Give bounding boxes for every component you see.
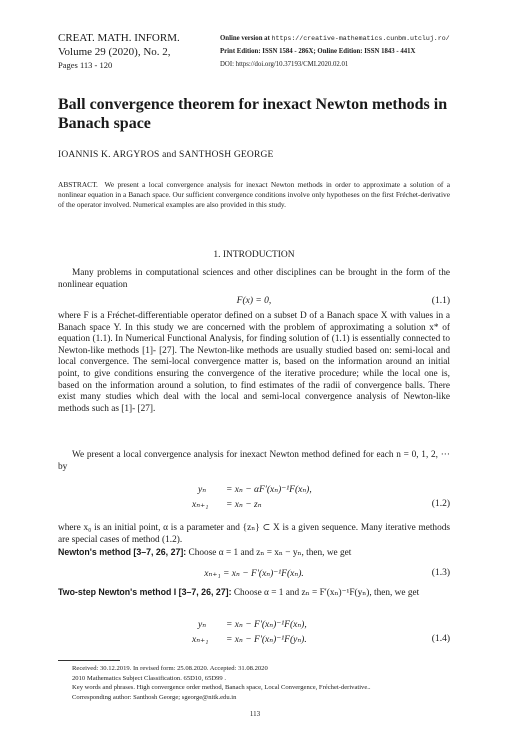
paragraph-newton bbox=[58, 547, 450, 560]
online-url[interactable]: https://creative-mathematics.cunbm.utcluj.ro/ bbox=[271, 35, 450, 42]
abstract bbox=[58, 180, 450, 211]
online-label: Online version at bbox=[220, 35, 270, 42]
equation-1-1-number: (1.1) bbox=[431, 296, 450, 306]
equation-1-2-number: (1.2) bbox=[431, 499, 450, 509]
eq-1-4-row1-rhs: = xₙ − F′(xₙ)⁻¹F(xₙ), bbox=[226, 620, 307, 630]
equation-1-2 bbox=[58, 484, 450, 514]
two-step-label: Two-step Newton's method I [3–7, 26, 27]: bbox=[58, 587, 232, 597]
journal-name: CREAT. MATH. INFORM. bbox=[58, 32, 180, 44]
equation-1-4-number: (1.4) bbox=[431, 634, 450, 644]
equation-1-4 bbox=[58, 619, 450, 649]
eq-1-4-row1-lhs: yₙ bbox=[198, 620, 207, 630]
footnote-rule bbox=[58, 660, 120, 661]
eq-1-2-row2-rhs: = xₙ − zₙ bbox=[226, 500, 262, 510]
eq-1-2-row1-lhs: yₙ bbox=[198, 485, 207, 495]
two-step-text: Choose α = 1 and zₙ = F′(xₙ)⁻¹F(yₙ), then, we get bbox=[233, 588, 420, 598]
journal-pages: Pages 113 - 120 bbox=[58, 60, 113, 70]
footnote-received: Received: 30.12.2019. In revised form: 25.08.2020. Accepted: 31.08.2020 bbox=[72, 665, 268, 672]
paragraph-4: where x₀ is an initial point, α is a parameter and {zₙ} ⊂ X is a given sequence. Many iterative methods are special cases of method (1.2). bbox=[58, 523, 450, 545]
section-heading: 1. INTRODUCTION bbox=[213, 250, 295, 260]
footnote-keywords: Key words and phrases. High convergence order method, Banach space, Local Convergence, Fréchet-derivative.. bbox=[72, 684, 371, 691]
journal-volume: Volume 29 (2020), No. 2, bbox=[58, 45, 171, 58]
eq-1-4-row2-rhs: = xₙ − F′(xₙ)⁻¹F(yₙ). bbox=[226, 635, 307, 645]
paper-authors: IOANNIS K. ARGYROS and SANTHOSH GEORGE bbox=[58, 150, 274, 160]
equation-1-3-body: xₙ₊₁ = xₙ − F′(xₙ)⁻¹F(xₙ). bbox=[204, 569, 304, 579]
journal-header bbox=[58, 32, 218, 73]
eq-1-2-row2-lhs: xₙ₊₁ bbox=[192, 500, 209, 510]
newton-method-text: Choose α = 1 and zₙ = xₙ − yₙ, then, we get bbox=[188, 548, 352, 558]
page-number: 113 bbox=[249, 710, 261, 718]
equation-1-3 bbox=[58, 568, 450, 580]
footnote-corresponding: Corresponding author: Santhosh George; sgeorge@nitk.edu.in bbox=[72, 693, 237, 701]
issn-line: Print Edition: ISSN 1584 - 286X; Online Edition: ISSN 1843 - 441X bbox=[220, 48, 416, 55]
paragraph-two-step bbox=[58, 587, 450, 600]
abstract-label: ABSTRACT. bbox=[58, 180, 98, 189]
footnote-msc: 2010 Mathematics Subject Classification. 65D10, 65D99 . bbox=[72, 674, 227, 682]
paper-title: Ball convergence theorem for inexact Newton methods in Banach space bbox=[58, 96, 448, 132]
paragraph-2: where F is a Fréchet-differentiable operator defined on a subset D of a Banach space X with values in a Banach space Y. In this study we are concerned with the problem of approximating a solution x* of equation (1.1). In Numerical Functional Analysis, for finding solution of (1.1) is essentially connected to Newton-like methods [1]- [27]. The Newton-like methods are usually studied based on: semi-local and local convergence. The semi-local convergence matter is, based on the information around an initial point, to give conditions ensuring the convergence of the iterative procedure; while the local one is, based on the information around a solution, to find estimates of the radii of convergence balls. There exist many studies which deal with the local and semi-local convergence analysis of Newton-like methods such as [1]- [27]. bbox=[58, 311, 450, 414]
equation-1-1 bbox=[58, 296, 450, 308]
eq-1-2-row1-rhs: = xₙ − αF′(xₙ)⁻¹F(xₙ), bbox=[226, 485, 312, 495]
abstract-text: We present a local convergence analysis for inexact Newton methods in order to approximate a solution of a nonlinear equation in a Banach space. Our sufficient convergence conditions involve only hypotheses on the first Fréchet-derivative of the operator involved. Numerical examples are also provided in this study. bbox=[58, 180, 450, 210]
paragraph-3: We present a local convergence analysis for inexact Newton method defined for each n = 0, 1, 2, ··· by bbox=[58, 450, 450, 472]
eq-1-4-row2-lhs: xₙ₊₁ bbox=[192, 635, 209, 645]
online-info bbox=[220, 32, 490, 71]
equation-1-3-number: (1.3) bbox=[431, 568, 450, 578]
equation-1-1-body: F(x) = 0, bbox=[236, 296, 272, 306]
newton-method-label: Newton's method [3–7, 26, 27]: bbox=[58, 547, 187, 557]
doi-line[interactable]: DOI: https://doi.org/10.37193/CMI.2020.02.01 bbox=[220, 61, 349, 68]
paragraph-1: Many problems in computational sciences and other disciplines can be brought in the form of the nonlinear equation bbox=[58, 268, 450, 290]
